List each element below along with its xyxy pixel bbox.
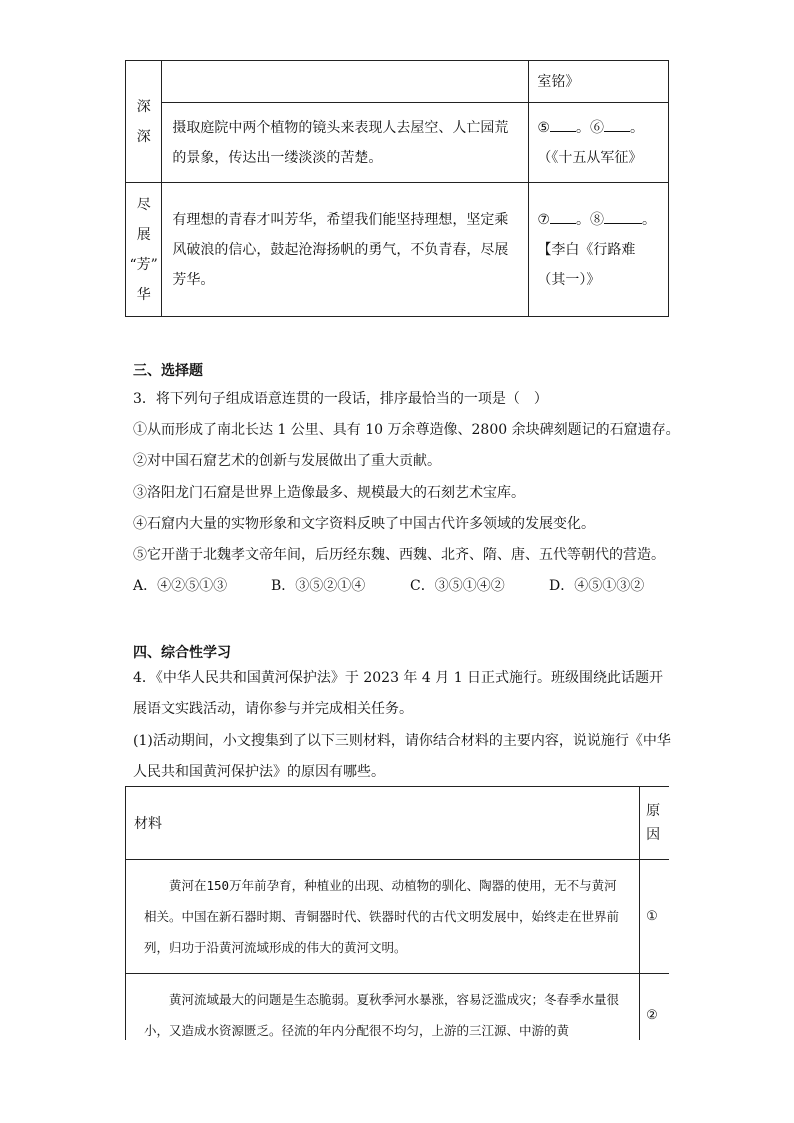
reason-header-text: 原因 [646, 803, 661, 843]
category-cell [126, 183, 162, 317]
category-char: 展 [136, 226, 151, 243]
fill-blank[interactable] [604, 117, 630, 132]
sentence-1: ①从而形成了南北长达 1 公里、具有 10 万余尊造像、2800 余块碑刻题记的石窟遗存。 [133, 422, 680, 438]
question-3: 3．将下列句子组成语意连贯的一段话，排序最恰当的一项是（ ） [133, 391, 548, 407]
poetry-table [125, 60, 669, 317]
reason-header [640, 787, 669, 860]
option-c[interactable]: C．③⑤①④② [410, 578, 505, 594]
fill-blank[interactable] [604, 209, 642, 224]
category-char: “芳” [129, 256, 158, 273]
fill-blank[interactable] [550, 117, 576, 132]
description-cell-empty [162, 61, 529, 103]
sentence-4: ④石窟内大量的实物形象和文字资料反映了中国古代许多领域的发展变化。 [133, 516, 595, 532]
materials-table [125, 786, 669, 1040]
sub-question-1: (1)活动期间，小文搜集到了以下三则材料，请你结合材料的主要内容，说说施行《中华人民共和国黄河保护法》的原因有哪些。 [133, 733, 671, 780]
material-header: 材料 [126, 787, 640, 860]
material-row: 黄河流域最大的问题是生态脆弱。夏秋季河水暴涨，容易泛滥成灾；冬春季水量很小，又造成水资源匮乏。径流的年内分配很不均匀，上游的三江源、中游的黄 [126, 974, 640, 1041]
blank-number: ⑤ [537, 119, 550, 136]
quote-source: （《十五从军征》 [537, 149, 643, 166]
description-cell [162, 183, 529, 317]
category-char: 尽 [136, 196, 151, 213]
quote-cell [529, 183, 669, 317]
sentence-2: ②对中国石窟艺术的创新与发展做出了重大贡献。 [133, 453, 441, 469]
blank-number: 。⑥ [575, 119, 604, 136]
materials-table-viewport [125, 786, 669, 1040]
description-text: 有理想的青春才叫芳华，希望我们能坚持理想，坚定乘风破浪的信心，鼓起沧海扬帆的勇气，不负青春，尽展芳华。 [172, 211, 509, 288]
option-d[interactable]: D．④⑤①③② [549, 578, 645, 594]
material-row: 黄河在150万年前孕育，种植业的出现、动植物的驯化、陶器的使用，无不与黄河相关。中国在新石器时期、青铜器时代、铁器时代的古代文明发展中，始终走在世界前列，归功于沿黄河流域形成的伟大的黄河文明。 [126, 860, 640, 974]
description-cell [162, 103, 529, 183]
sentence-3: ③洛阳龙门石窟是世界上造像最多、规模最大的石刻艺术宝库。 [133, 485, 525, 501]
quote-cell [529, 103, 669, 183]
fill-blank[interactable] [550, 209, 576, 224]
quote-source-end: 室铭》 [537, 73, 580, 90]
reason-cell[interactable]: ① [640, 860, 669, 974]
punct: 。 [629, 119, 644, 136]
sentence-5: ⑤它开凿于北魏孝文帝年间，后历经东魏、西魏、北齐、隋、唐、五代等朝代的营造。 [133, 547, 665, 563]
reason-cell[interactable]: ② [640, 974, 669, 1041]
punct: 。 [641, 211, 656, 228]
option-b[interactable]: B．③⑤②①④ [271, 578, 366, 594]
section-heading: 四、综合性学习 [133, 645, 231, 661]
quote-cell [529, 61, 669, 103]
category-char: 深 [136, 128, 151, 145]
blank-number: 。⑧ [575, 211, 604, 228]
description-text: 摄取庭院中两个植物的镜头来表现人去屋空、人亡园荒的景象，传达出一缕淡淡的苦楚。 [172, 119, 509, 166]
category-char: 深 [136, 98, 151, 115]
blank-number: ⑦ [537, 211, 550, 228]
category-char: 华 [136, 286, 151, 303]
question-4: 4．《中华人民共和国黄河保护法》于 2023 年 4 月 1 日正式施行。班级围绕此话题开展语文实践活动，请你参与并完成相关任务。 [133, 670, 664, 717]
category-cell [126, 61, 162, 183]
quote-source: 【李白《行路难（其一）》 [537, 241, 636, 288]
option-a[interactable]: A．④②⑤①③ [133, 578, 228, 594]
section-heading: 三、选择题 [133, 363, 203, 379]
